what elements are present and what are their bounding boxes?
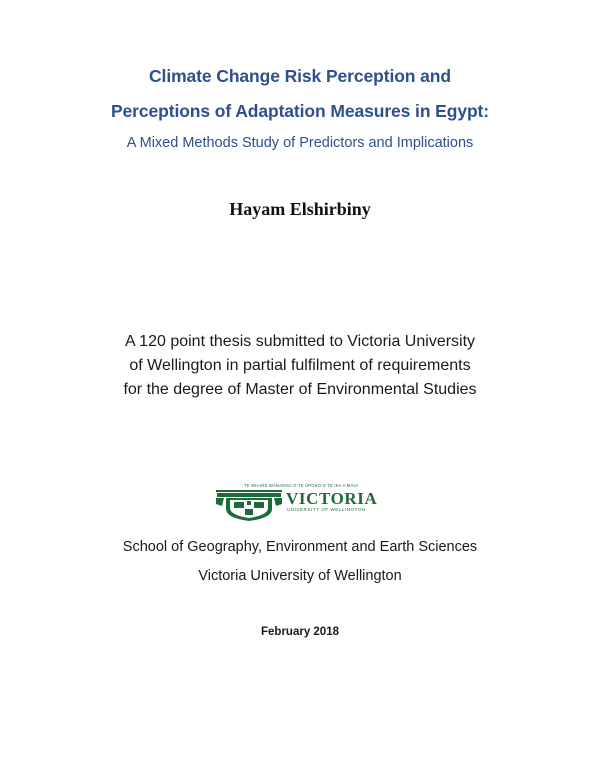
thesis-title-line-2: Perceptions of Adaptation Measures in Egypt: xyxy=(110,101,490,121)
submission-statement-line-2: of Wellington in partial fulfilment of requirements xyxy=(129,357,471,374)
logo-motto: TE WHARE WĀNANGA O TE ŪPOKO O TE IKA A MĀUI xyxy=(243,483,359,488)
submission-date: February 2018 xyxy=(261,626,339,638)
logo-wordmark: VICTORIA xyxy=(286,489,378,508)
thesis-subtitle: A Mixed Methods Study of Predictors and Implications xyxy=(126,135,474,151)
crest-icon xyxy=(216,490,282,521)
submission-statement-line-1: A 120 point thesis submitted to Victoria University xyxy=(124,333,476,350)
logo-tagline: UNIVERSITY OF WELLINGTON xyxy=(287,507,366,512)
thesis-title-line-1: Climate Change Risk Perception and xyxy=(149,66,451,86)
submission-statement-line-3: for the degree of Master of Environmental Studies xyxy=(123,381,477,398)
university-name: Victoria University of Wellington xyxy=(198,568,402,584)
victoria-university-logo xyxy=(214,482,388,522)
author-name: Hayam Elshirbiny xyxy=(229,199,371,219)
submission-statement xyxy=(0,330,600,402)
school-name: School of Geography, Environment and Earth Sciences xyxy=(122,539,478,555)
